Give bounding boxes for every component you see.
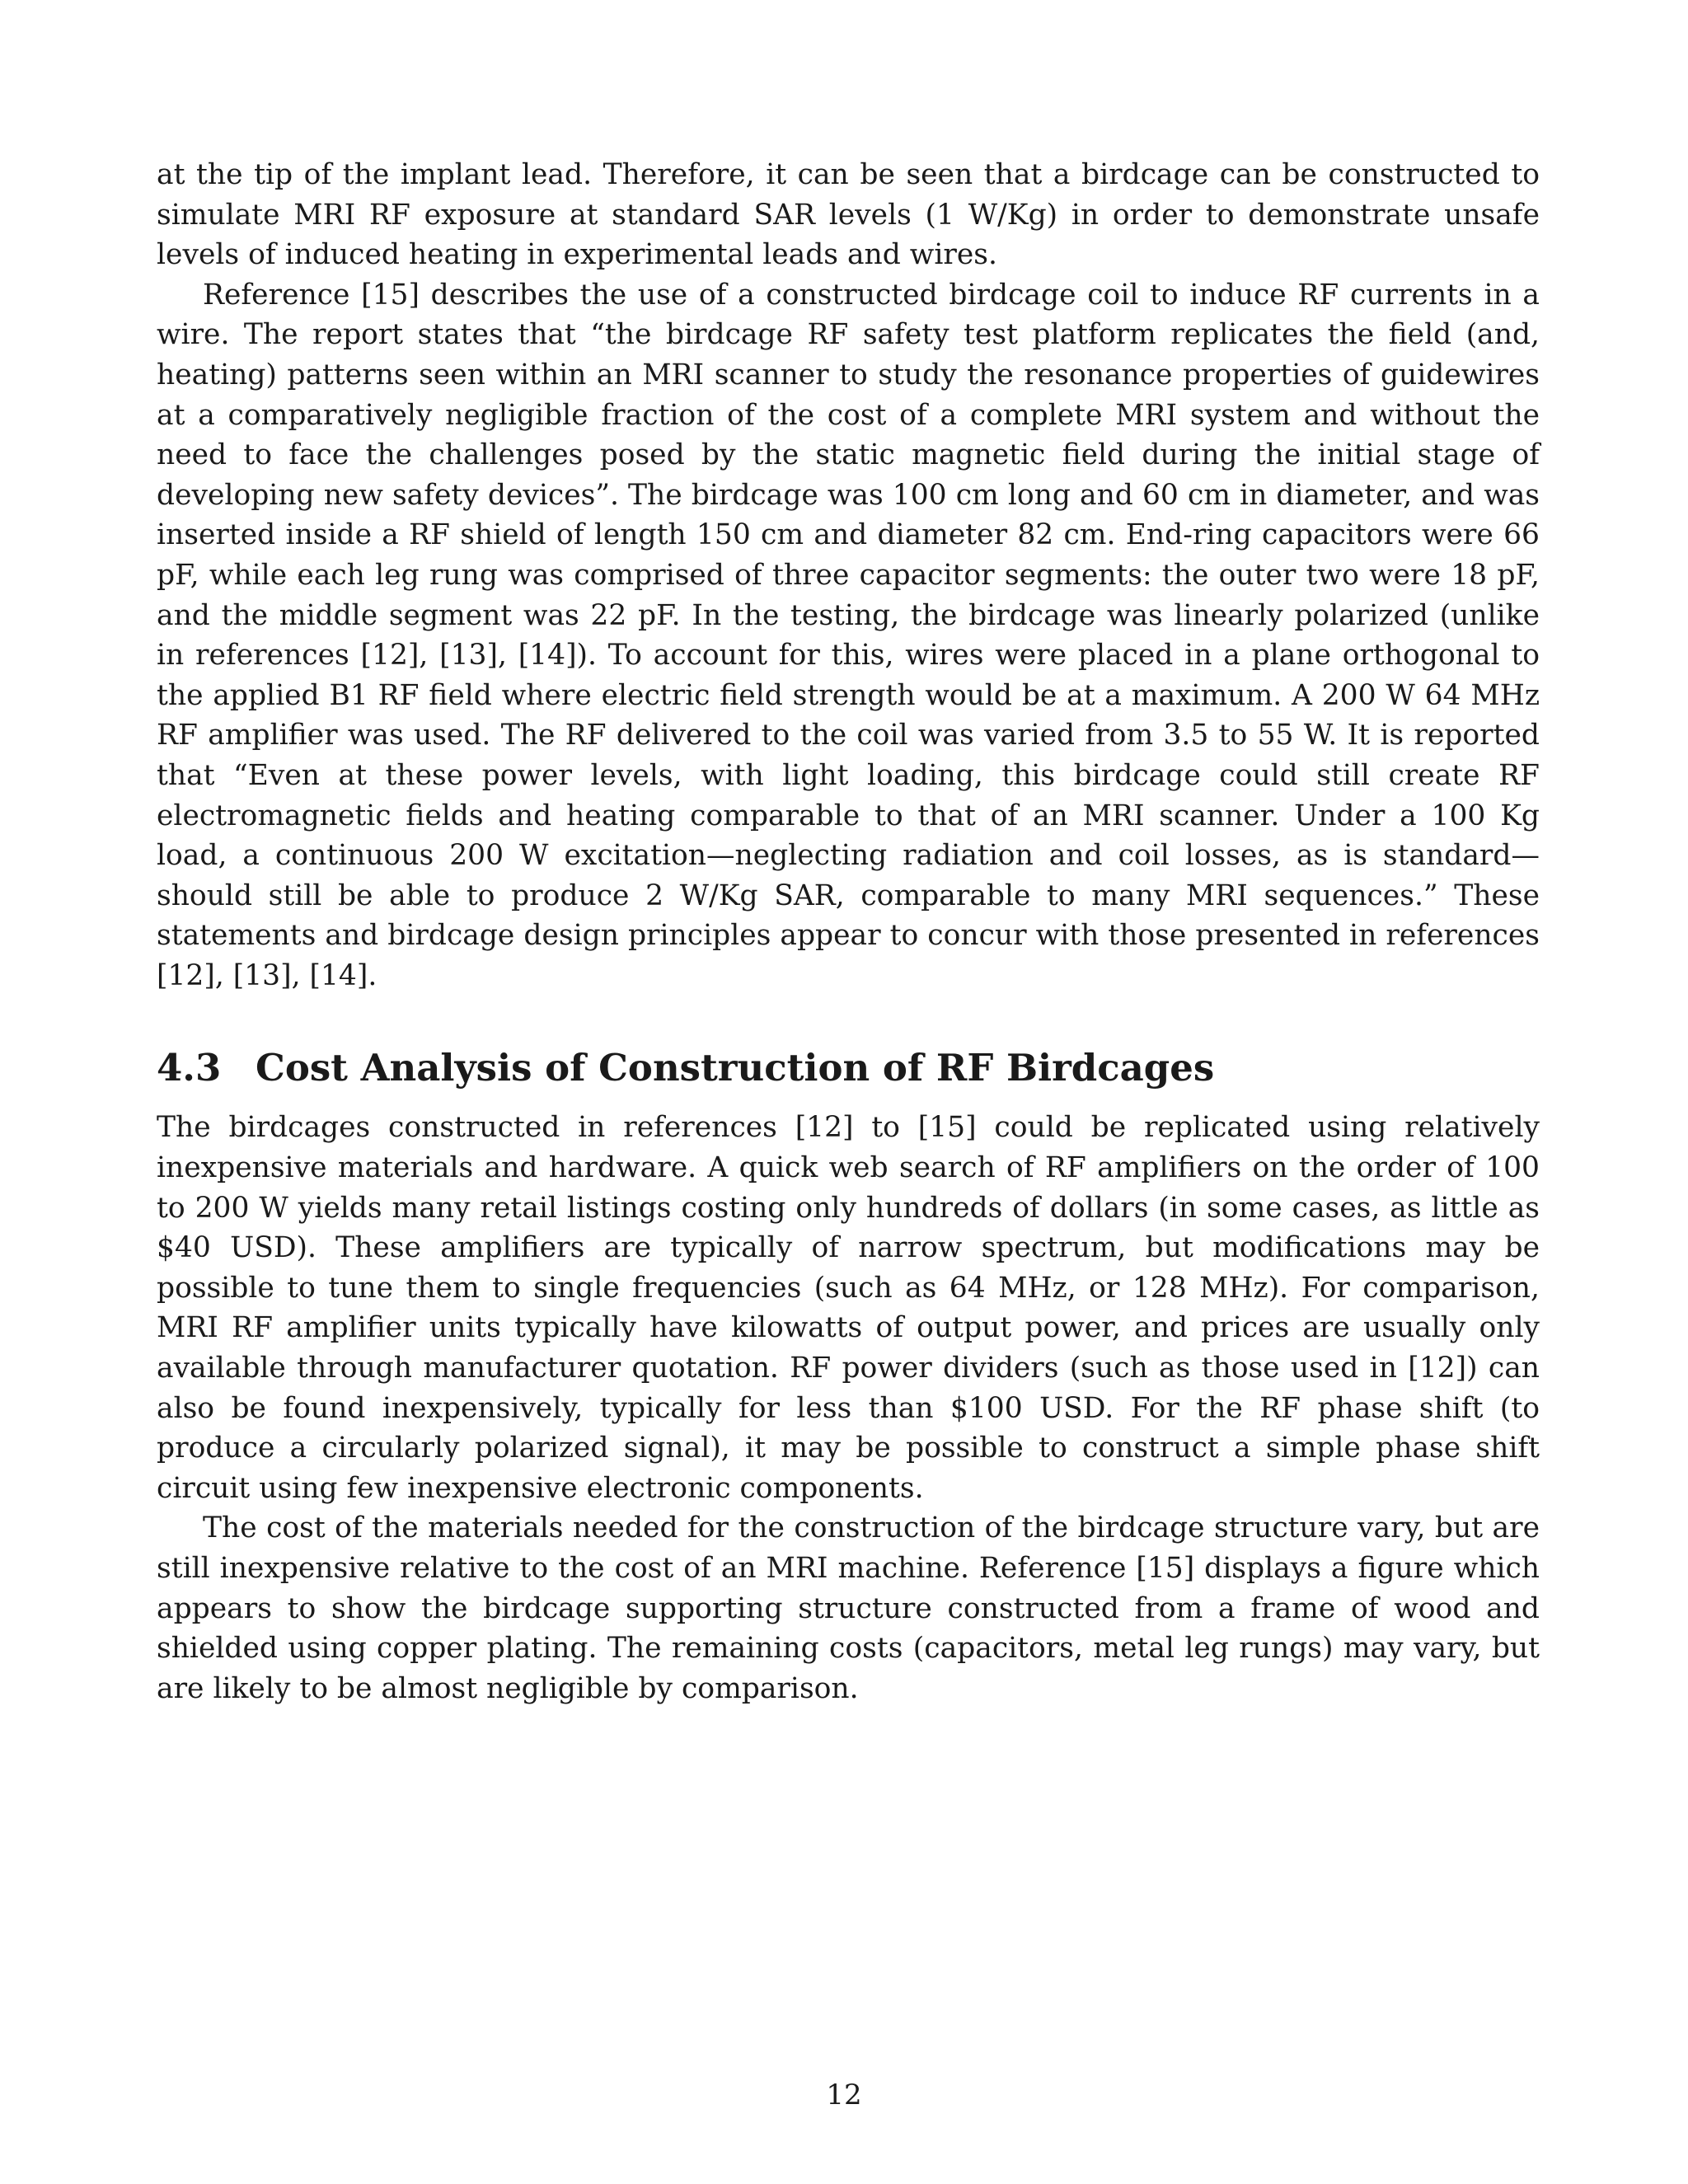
section-title: Cost Analysis of Construction of RF Birdcages bbox=[256, 1046, 1215, 1090]
paragraph-reference-15: Reference [15] describes the use of a constructed birdcage coil to induce RF currents in a wire. The report states that “the birdcage RF safety test platform replicates the field (and, heating) patterns seen within an MRI scanner to study the resonance properties of guidewires at a comparatively negligible fraction of the cost of a complete MRI system and without the need to face the challenges posed by the static magnetic field during the initial stage of developing new safety devices”. The birdcage was 100 cm long and 60 cm in diameter, and was inserted inside a RF shield of length 150 cm and diameter 82 cm. End-ring capacitors were 66 pF, while each leg rung was comprised of three capacitor segments: the outer two were 18 pF, and the middle segment was 22 pF. In the testing, the birdcage was linearly polarized (unlike in references [12], [13], [14]). To account for this, wires were placed in a plane orthogonal to the applied B1 RF field where electric field strength would be at a maximum. A 200 W 64 MHz RF amplifier was used. The RF delivered to the coil was varied from 3.5 to 55 W. It is reported that “Even at these power levels, with light loading, this birdcage could still create RF electromagnetic fields and heating comparable to that of an MRI scanner. Under a 100 Kg load, a continuous 200 W excitation—neglecting radiation and coil losses, as is standard—should still be able to produce 2 W/Kg SAR, comparable to many MRI sequences.” These statements and birdcage design principles appear to concur with those presented in references [12], [13], [14]. bbox=[157, 278, 1540, 992]
paragraph-cost-materials: The cost of the materials needed for the construction of the birdcage structure vary, but are still inexpensive relative to the cost of an MRI machine. Reference [15] displays a figure which appears to show the birdcage supporting structure constructed from a frame of wood and shielded using copper plating. The remaining costs (capacitors, metal leg rungs) may vary, but are likely to be almost negligible by comparison. bbox=[157, 1511, 1540, 1705]
page-body bbox=[157, 155, 1540, 1708]
paragraph-cost-amplifiers: The birdcages constructed in references [12] to [15] could be replicated using relatively inexpensive materials and hardware. A quick web search of RF amplifiers on the order of 100 to 200 W yields many retail listings costing only hundreds of dollars (in some cases, as little as $40 USD). These amplifiers are typically of narrow spectrum, but modifications may be possible to tune them to single frequencies (such as 64 MHz, or 128 MHz). For comparison, MRI RF amplifier units typically have kilowatts of output power, and prices are usually only available through manufacturer quotation. RF power dividers (such as those used in [12]) can also be found inexpensively, typically for less than $100 USD. For the RF phase shift (to produce a circularly polarized signal), it may be possible to construct a simple phase shift circuit using few inexpensive electronic components. bbox=[157, 1111, 1540, 1505]
section-heading bbox=[157, 1043, 1540, 1093]
paragraph-intro-continuation: at the tip of the implant lead. Therefore, it can be seen that a birdcage can be constructed to simulate MRI RF exposure at standard SAR levels (1 W/Kg) in order to demonstrate unsafe levels of induced heating in experimental leads and wires. bbox=[157, 158, 1540, 272]
page-number: 12 bbox=[826, 2079, 862, 2111]
section-number: 4.3 bbox=[157, 1046, 222, 1090]
